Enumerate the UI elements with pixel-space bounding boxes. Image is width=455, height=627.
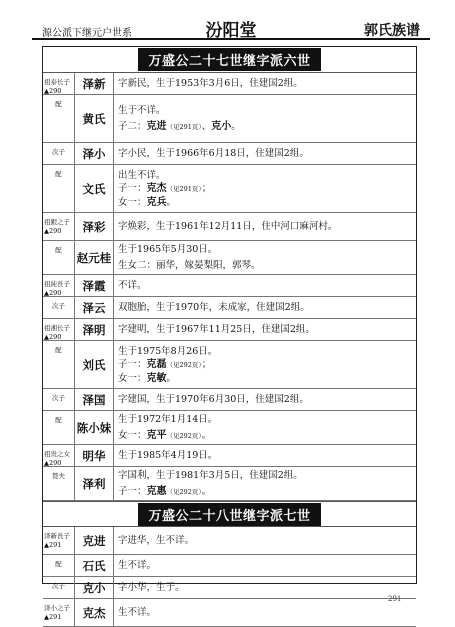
detail-text: 生不详。 [118, 559, 157, 571]
relation-cell [43, 143, 75, 164]
header-hall-name: 汾阳堂 [205, 21, 257, 41]
relation-label: 配 [55, 100, 62, 108]
detail-line [118, 428, 412, 444]
relation-cell [43, 467, 75, 500]
detail-text: 。 [201, 485, 212, 497]
relation-label: 配 [55, 346, 62, 354]
person-details [114, 527, 416, 554]
detail-line [118, 182, 412, 196]
detail-text: 。 [166, 196, 177, 208]
person-row [43, 143, 416, 165]
relation-label: 配 [55, 560, 62, 568]
relation-cell [43, 213, 75, 240]
person-details [114, 165, 416, 212]
detail-text: 字小华，生于。 [118, 581, 185, 593]
person-details [114, 213, 416, 240]
person-name: 泽利 [75, 467, 114, 500]
detail-text: 字国利，生于1981年3月5日，住建国2组。 [118, 469, 303, 481]
person-details [114, 241, 416, 274]
detail-line [118, 278, 412, 294]
child-name: 克平 [146, 429, 167, 441]
person-row [43, 389, 416, 411]
person-details [114, 73, 416, 94]
person-row [43, 297, 416, 319]
relation-label: 赘夫 [52, 472, 65, 480]
child-name: 克杰 [146, 182, 167, 194]
relation-cell [43, 527, 75, 554]
page-reference: （见292页） [166, 487, 202, 496]
person-name: 泽新 [75, 73, 114, 94]
relation-cell [43, 445, 75, 466]
detail-text: ； [201, 182, 212, 194]
detail-text: 、 [201, 120, 212, 132]
child-name: 克兵 [146, 196, 167, 208]
person-details [114, 445, 416, 466]
page-reference: （见292页） [166, 360, 202, 369]
person-row [43, 213, 416, 241]
person-details [114, 411, 416, 444]
person-name: 泽云 [75, 297, 114, 318]
person-row [43, 577, 416, 599]
page-number: 291 [388, 595, 402, 603]
relation-label: 祖贵之女 [44, 450, 70, 458]
person-row [43, 341, 416, 389]
person-details [114, 275, 416, 296]
person-name: 克杰 [75, 599, 114, 626]
person-details [114, 389, 416, 410]
detail-line [118, 322, 412, 338]
header-left-text: 源公派下继元户世系 [42, 28, 132, 39]
person-name: 明华 [75, 445, 114, 466]
detail-text: 字建国，生于1970年6月30日，住建国2组。 [118, 393, 309, 405]
detail-text: 。 [231, 120, 241, 132]
detail-text: 字新民，生于1953年3月6日，住建国2组。 [118, 77, 303, 89]
detail-text: 生于1975年8月26日。 [118, 345, 218, 357]
relation-label: 配 [55, 170, 62, 178]
relation-label: ▲291 [44, 613, 62, 621]
person-name: 刘氏 [75, 341, 114, 388]
person-name: 泽小 [75, 143, 114, 164]
detail-text: 。 [166, 372, 177, 384]
relation-label: 泽新長子 [44, 532, 70, 540]
person-details [114, 555, 416, 576]
person-row [43, 467, 416, 501]
detail-text: 字建明，生于1967年11月25日，住建国2组。 [118, 323, 315, 335]
person-row [43, 555, 416, 577]
detail-text: 子一： [118, 182, 147, 194]
detail-line [118, 484, 412, 500]
detail-line [118, 605, 412, 621]
relation-cell [43, 411, 75, 444]
person-row [43, 411, 416, 445]
person-name: 石氏 [75, 555, 114, 576]
relation-label: 次子 [52, 582, 65, 590]
relation-label: 祖泰长子 [44, 78, 70, 86]
relation-cell [43, 389, 75, 410]
detail-line [118, 412, 412, 428]
relation-label: ▲290 [44, 289, 62, 297]
relation-cell [43, 73, 75, 94]
detail-line [118, 580, 412, 596]
person-row [43, 165, 416, 213]
detail-text: 女一： [118, 196, 147, 208]
relation-label: ▲290 [44, 459, 62, 467]
person-details [114, 341, 416, 388]
relation-label: ▲290 [44, 333, 62, 341]
detail-line [118, 242, 412, 258]
genealogy-table [42, 46, 417, 621]
person-details [114, 467, 416, 500]
detail-text: 。 [201, 429, 212, 441]
page-reference: （见292页） [166, 431, 202, 440]
detail-text: 生不详。 [118, 606, 157, 618]
person-row [43, 95, 416, 143]
detail-line [118, 119, 412, 135]
relation-label: 次子 [52, 148, 65, 156]
person-details [114, 297, 416, 318]
generation-title: 万盛公二十七世继字派六世 [138, 48, 320, 71]
relation-cell [43, 341, 75, 388]
child-name: 克磊 [146, 358, 167, 370]
relation-cell [43, 95, 75, 142]
detail-text: 女一： [118, 429, 147, 441]
detail-text: ； [201, 358, 212, 370]
relation-label: ▲290 [44, 227, 62, 235]
person-row [43, 445, 416, 467]
generation-banner [43, 47, 416, 73]
person-name: 陈小妹 [75, 411, 114, 444]
relation-cell [43, 577, 75, 598]
person-name: 克进 [75, 527, 114, 554]
detail-text: 双胞胎，生于1970年，未成家，住建国2组。 [118, 301, 310, 313]
detail-line [118, 169, 412, 182]
relation-label: 祖純長子 [44, 280, 70, 288]
child-name: 克惠 [146, 485, 167, 497]
detail-line [118, 533, 412, 549]
detail-text: 字焕彩，生于1961年12月11日，住中河口麻河村。 [118, 220, 338, 232]
relation-cell [43, 165, 75, 212]
person-name: 泽霞 [75, 275, 114, 296]
detail-line [118, 468, 412, 484]
relation-label: ▲290 [44, 87, 62, 95]
detail-text: 女一： [118, 372, 147, 384]
relation-cell [43, 241, 75, 274]
person-details [114, 95, 416, 142]
person-row [43, 241, 416, 275]
person-details [114, 599, 416, 626]
detail-line [118, 146, 412, 162]
detail-line [118, 558, 412, 574]
detail-line [118, 103, 412, 119]
person-details [114, 577, 416, 598]
relation-label: 次子 [52, 394, 65, 402]
person-row [43, 275, 416, 297]
relation-label: 祖銀之子 [44, 218, 70, 226]
detail-text: 生于1972年1月14日。 [118, 413, 218, 425]
generation-title: 万盛公二十八世继字派七世 [138, 503, 320, 526]
detail-text: 出生不详。 [118, 169, 166, 181]
person-row [43, 527, 416, 555]
detail-line [118, 358, 412, 372]
person-name: 黄氏 [75, 95, 114, 142]
detail-text: 生于不详。 [118, 104, 166, 116]
page-header [32, 10, 430, 40]
detail-line [118, 196, 412, 209]
header-genealogy-title: 郭氏族谱 [364, 23, 420, 39]
relation-cell [43, 275, 75, 296]
relation-label: 次子 [52, 302, 65, 310]
detail-text: 子二： [118, 120, 147, 132]
child-name: 克小 [211, 120, 232, 132]
person-name: 赵元桂 [75, 241, 114, 274]
person-name: 克小 [75, 577, 114, 598]
relation-label: 祖湘长子 [44, 324, 70, 332]
person-row [43, 73, 416, 95]
detail-text: 生于1965年5月30日。 [118, 243, 218, 255]
detail-text: 子一： [118, 485, 147, 497]
child-name: 克进 [146, 120, 167, 132]
relation-cell [43, 555, 75, 576]
detail-line [118, 76, 412, 92]
person-details [114, 143, 416, 164]
detail-text: 字小民，生于1966年6月18日，住建国2组。 [118, 147, 309, 159]
relation-cell [43, 319, 75, 340]
relation-label: 配 [55, 246, 62, 254]
relation-label: 泽小之子 [44, 604, 70, 612]
person-name: 泽彩 [75, 213, 114, 240]
generation-banner [43, 501, 416, 527]
page-reference: （见291页） [166, 122, 202, 131]
page-reference: （见291页） [166, 184, 202, 193]
relation-cell [43, 599, 75, 626]
detail-line [118, 345, 412, 358]
detail-line [118, 372, 412, 385]
person-name: 泽国 [75, 389, 114, 410]
person-name: 泽明 [75, 319, 114, 340]
person-details [114, 319, 416, 340]
detail-text: 不详。 [118, 279, 147, 291]
detail-line [118, 300, 412, 316]
child-name: 克敏 [146, 372, 167, 384]
detail-line [118, 392, 412, 408]
detail-text: 生于1985年4月19日。 [118, 449, 218, 461]
person-row [43, 599, 416, 627]
relation-label: ▲291 [44, 541, 62, 549]
relation-cell [43, 297, 75, 318]
relation-label: 配 [55, 416, 62, 424]
detail-text: 字进华，生不详。 [118, 534, 195, 546]
detail-line [118, 448, 412, 464]
person-row [43, 319, 416, 341]
detail-line [118, 219, 412, 235]
person-name: 文氏 [75, 165, 114, 212]
detail-line [118, 258, 412, 274]
detail-text: 子一： [118, 358, 147, 370]
detail-text: 生女二：丽华，嫁晏梨阳，郭琴。 [118, 259, 261, 271]
